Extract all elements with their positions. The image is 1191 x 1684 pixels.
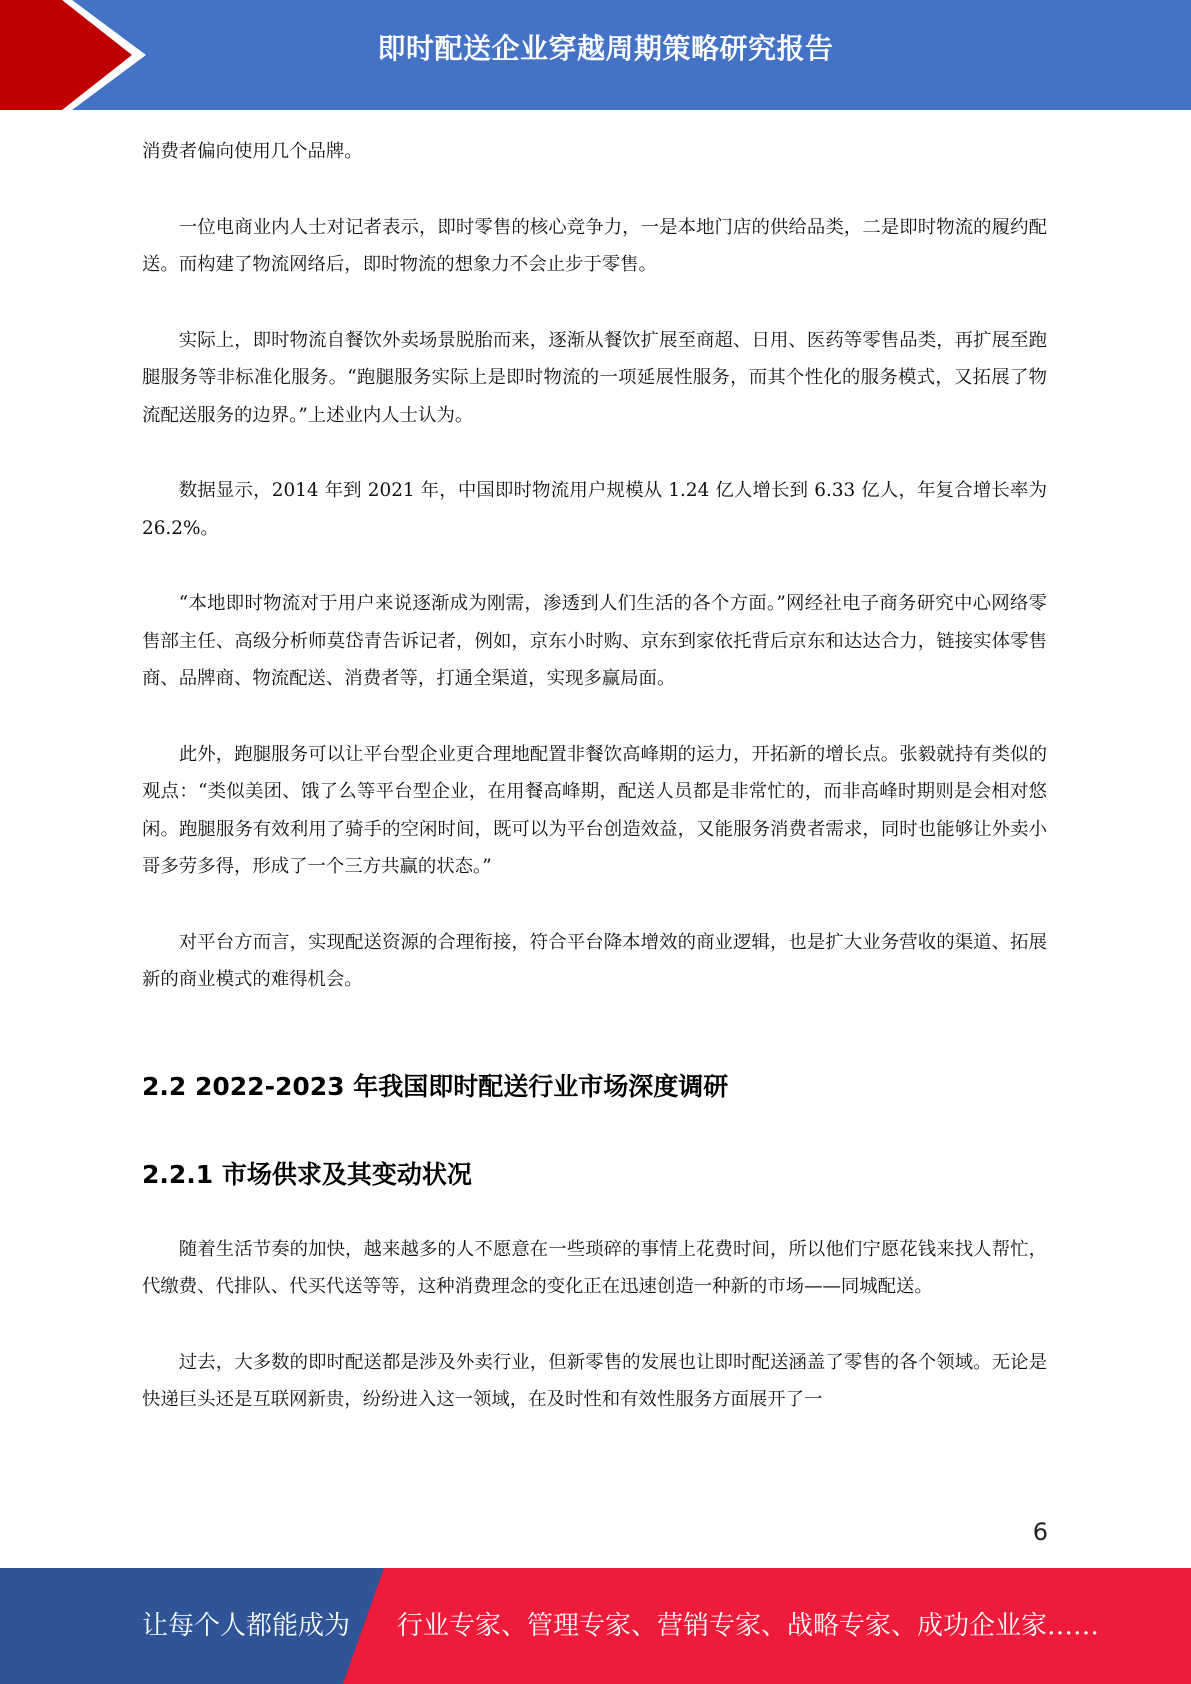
subsection-heading: 2.2.1 市场供求及其变动状况 [142, 1159, 472, 1189]
paragraph: 数据显示，2014 年到 2021 年，中国即时物流用户规模从 1.24 亿人增长到 6.33 亿人，年复合增长率为 26.2%。 [142, 480, 1047, 539]
section-heading: 2.2 2022-2023 年我国即时配送行业市场深度调研 [142, 1071, 729, 1101]
paragraph: 消费者偏向使用几个品牌。 [142, 141, 363, 162]
page-number: 6 [1032, 1518, 1048, 1546]
page-header [0, 0, 1191, 110]
page-footer [0, 1568, 1191, 1684]
paragraph: “本地即时物流对于用户来说逐渐成为刚需，渗透到人们生活的各个方面。”网经社电子商务研究中心网络零售部主任、高级分析师莫岱青告诉记者，例如，京东小时购、京东到家依托背后京东和达达合力，链接实体零售商、品牌商、物流配送、消费者等，打通全渠道，实现多赢局面。 [142, 593, 1047, 689]
paragraph: 此外，跑腿服务可以让平台型企业更合理地配置非餐饮高峰期的运力，开拓新的增长点。张毅就持有类似的观点：“类似美团、饿了么等平台型企业，在用餐高峰期，配送人员都是非常忙的，而非高峰时期则是会相对悠闲。跑腿服务有效利用了骑手的空闲时间，既可以为平台创造效益，又能服务消费者需求，同时也能够让外卖小哥多劳多得，形成了一个三方共赢的状态。” [142, 743, 1047, 877]
paragraph: 过去，大多数的即时配送都是涉及外卖行业，但新零售的发展也让即时配送涵盖了零售的各个领域。无论是快递巨头还是互联网新贵，纷纷进入这一领域，在及时性和有效性服务方面展开了一 [142, 1351, 1047, 1410]
page-content [142, 133, 1047, 1419]
report-title: 即时配送企业穿越周期策略研究报告 [377, 32, 834, 65]
paragraph: 实际上，即时物流自餐饮外卖场景脱胎而来，逐渐从餐饮扩展至商超、日用、医药等零售品类，再扩展至跑腿服务等非标准化服务。“跑腿服务实际上是即时物流的一项延展性服务，而其个性化的服务模式，又拓展了物流配送服务的边界。”上述业内人士认为。 [142, 329, 1047, 426]
footer-slogan-right: 行业专家、管理专家、营销专家、战略专家、成功企业家…… [397, 1611, 1100, 1641]
paragraph: 一位电商业内人士对记者表示，即时零售的核心竞争力，一是本地门店的供给品类，二是即时物流的履约配送。而构建了物流网络后，即时物流的想象力不会止步于零售。 [142, 216, 1047, 275]
paragraph: 对平台方而言，实现配送资源的合理衔接，符合平台降本增效的商业逻辑，也是扩大业务营收的渠道、拓展新的商业模式的难得机会。 [142, 931, 1047, 990]
footer-slogan-left: 让每个人都能成为 [142, 1611, 351, 1641]
paragraph: 随着生活节奏的加快，越来越多的人不愿意在一些琐碎的事情上花费时间，所以他们宁愿花钱来找人帮忙，代缴费、代排队、代买代送等等，这种消费理念的变化正在迅速创造一种新的市场——同城配送。 [142, 1238, 1047, 1297]
